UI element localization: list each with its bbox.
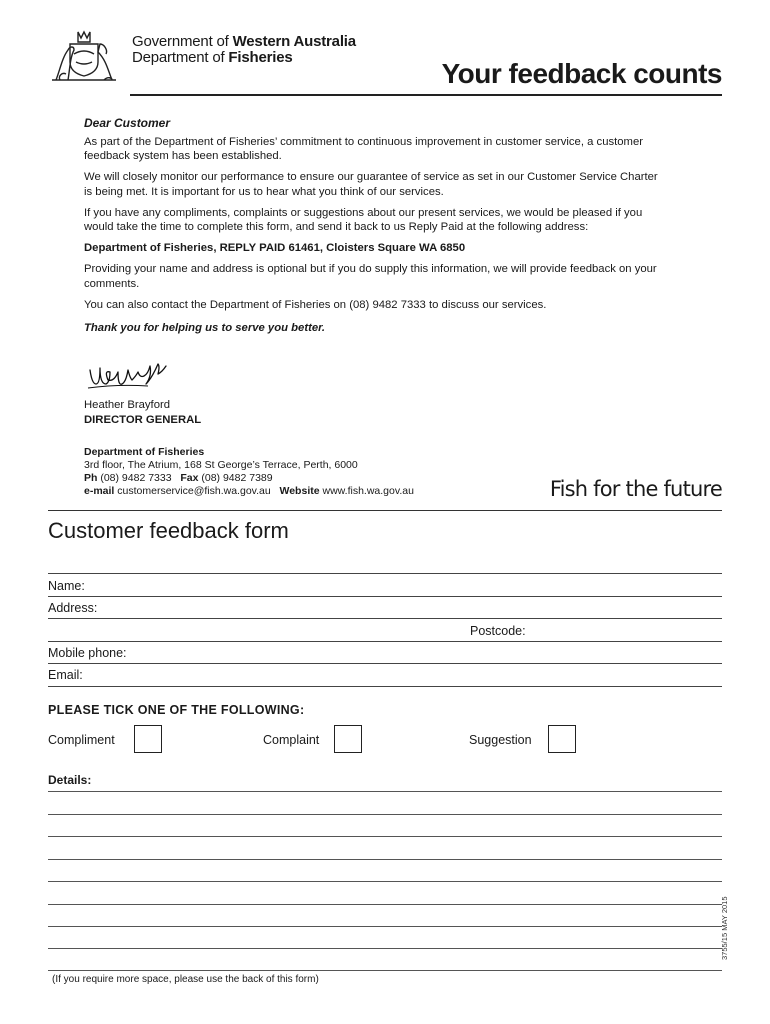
contact-org: Department of Fisheries	[84, 446, 205, 458]
thanks-line: Thank you for helping us to serve you better.	[84, 322, 326, 334]
address-postcode-field[interactable]	[48, 641, 722, 642]
section-divider	[48, 510, 722, 511]
compliment-label: Compliment	[48, 733, 115, 747]
signer-name: Heather Brayford	[84, 399, 171, 411]
page-title: Your feedback counts	[441, 58, 722, 89]
name-field[interactable]	[48, 596, 722, 597]
reply-paid-address: Department of Fisheries, REPLY PAID 61461, Cloisters Square WA 6850	[84, 242, 466, 254]
greeting: Dear Customer	[84, 116, 171, 130]
details-line[interactable]	[48, 814, 722, 815]
details-line[interactable]	[48, 904, 722, 905]
form-top-line	[48, 573, 722, 574]
details-line[interactable]	[48, 836, 722, 837]
signer-title: DIRECTOR GENERAL	[84, 414, 202, 426]
suggestion-checkbox[interactable]	[548, 725, 576, 753]
letter-paragraph-1: As part of the Department of Fisheries’ commitment to continuous improvement in customer service, a customer feedback system has been established.	[84, 135, 643, 162]
postcode-label: Postcode:	[470, 624, 526, 638]
email-field[interactable]	[48, 686, 722, 687]
complaint-checkbox[interactable]	[334, 725, 362, 753]
contact-web-line: e-mail customerservice@fish.wa.gov.au Website www.fish.wa.gov.au	[84, 485, 414, 497]
details-line[interactable]	[48, 859, 722, 860]
form-code: 3755/15 MAY 2015	[720, 896, 729, 960]
contact-website: www.fish.wa.gov.au	[322, 485, 414, 497]
details-line[interactable]	[48, 926, 722, 927]
letter-paragraph-3: If you have any compliments, complaints or suggestions about our present services, we would be pleased if you would take the time to complete this form, and send it back to us Reply Paid at the following address:	[84, 206, 643, 233]
department-name: Department of Fisheries	[132, 49, 293, 66]
signer-block	[84, 398, 201, 428]
contact-block	[84, 446, 414, 498]
contact-fax: (08) 9482 7389	[201, 472, 273, 484]
mobile-label: Mobile phone:	[48, 646, 127, 660]
contact-address: 3rd floor, The Atrium, 168 St George’s Terrace, Perth, 6000	[84, 459, 358, 471]
details-line[interactable]	[48, 948, 722, 949]
name-label: Name:	[48, 579, 85, 593]
email-label: Email:	[48, 668, 83, 682]
contact-phone-line: Ph (08) 9482 7333 Fax (08) 9482 7389	[84, 472, 273, 484]
details-line[interactable]	[48, 970, 722, 971]
address-field[interactable]	[48, 618, 722, 619]
mobile-field[interactable]	[48, 663, 722, 664]
form-title: Customer feedback form	[48, 518, 289, 543]
compliment-checkbox[interactable]	[134, 725, 162, 753]
contact-phone: (08) 9482 7333	[100, 472, 172, 484]
details-line[interactable]	[48, 791, 722, 792]
details-line[interactable]	[48, 881, 722, 882]
complaint-label: Complaint	[263, 733, 320, 747]
details-label: Details:	[48, 773, 92, 787]
letter-paragraph-5: You can also contact the Department of Fisheries on (08) 9482 7333 to discuss our services.	[84, 298, 547, 311]
letter-paragraph-2: We will closely monitor our performance to ensure our guarantee of service as set in our Customer Service Charter is being met. It is important for us to hear what you think of our services.	[84, 171, 658, 198]
wa-crest-icon	[48, 22, 120, 84]
suggestion-label: Suggestion	[469, 733, 532, 747]
letter-body	[84, 116, 664, 342]
footnote: (If you require more space, please use the back of this form)	[52, 974, 319, 985]
header-divider	[130, 94, 722, 96]
slogan: Fish for the future	[549, 477, 722, 501]
tick-heading: PLEASE TICK ONE OF THE FOLLOWING:	[48, 703, 305, 717]
letter-paragraph-4: Providing your name and address is optional but if you do supply this information, we will provide feedback on your comments.	[84, 263, 657, 290]
contact-email: customerservice@fish.wa.gov.au	[117, 485, 271, 497]
government-name: Government of Western Australia	[132, 33, 356, 50]
signature-icon	[86, 358, 172, 394]
address-label: Address:	[48, 601, 98, 615]
